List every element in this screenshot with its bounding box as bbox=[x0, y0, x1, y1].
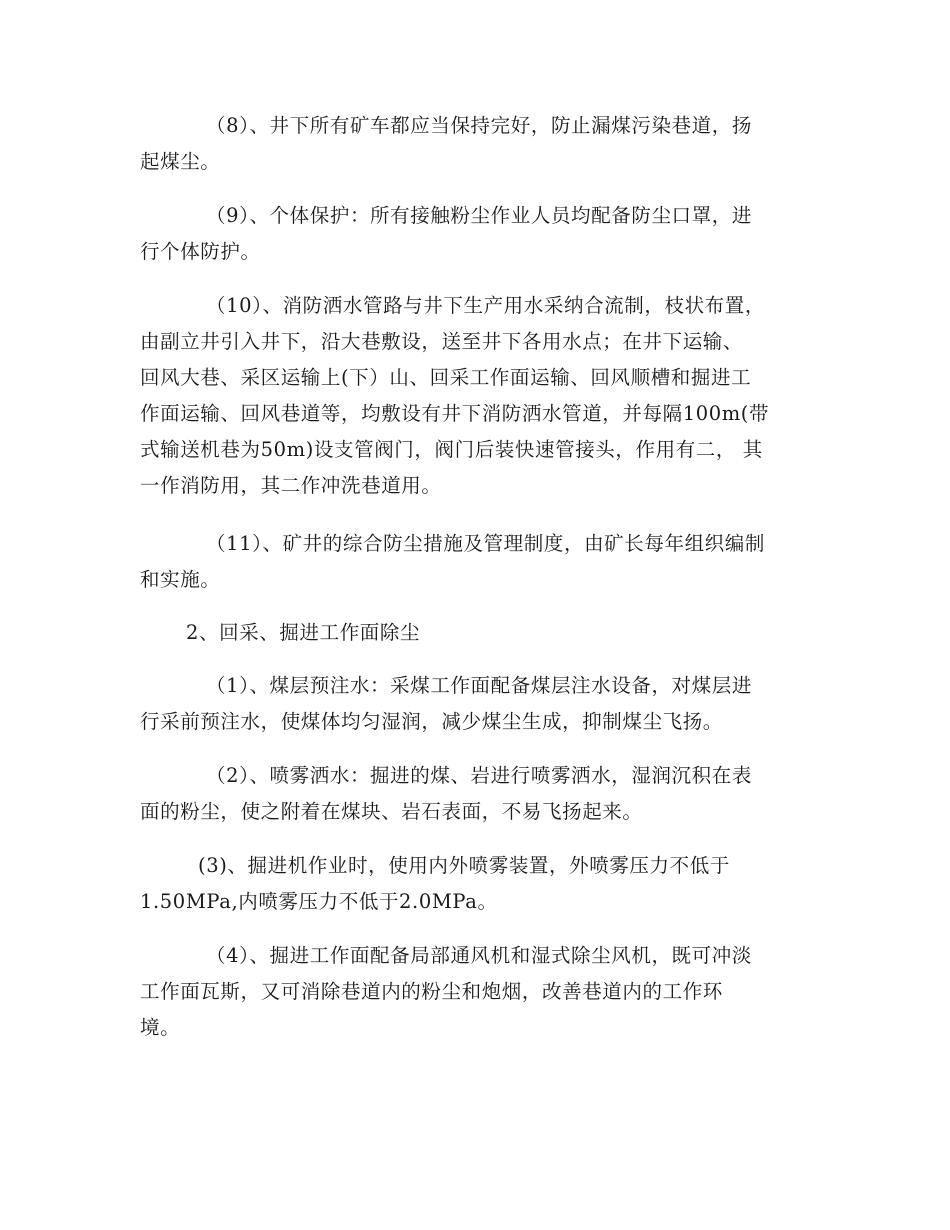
paragraph-line: （1）、煤层预注水：采煤工作面配备煤层注水设备，对煤层进 bbox=[206, 674, 752, 697]
paragraph-line: 面的粉尘，使之附着在煤块、岩石表面，不易飞扬起来。 bbox=[140, 800, 643, 823]
paragraph-line: （2）、喷雾洒水：掘进的煤、岩进行喷雾洒水，湿润沉积在表 bbox=[206, 764, 752, 787]
paragraph-line: （9）、个体保护：所有接触粉尘作业人员均配备防尘口罩，进 bbox=[206, 204, 752, 227]
paragraph-line: 回风大巷、采区运输上(下）山、回采工作面运输、回风顺槽和掘进工 bbox=[140, 366, 752, 389]
paragraph-line: 式输送机巷为50m)设支管阀门，阀门后装快速管接头，作用有二， 其 bbox=[140, 438, 763, 461]
paragraph-line: （4）、掘进工作面配备局部通风机和湿式除尘风机，既可冲淡 bbox=[206, 944, 752, 967]
paragraph-line: (3)、掘进机作业时，使用内外喷雾装置，外喷雾压力不低于 bbox=[198, 854, 730, 877]
paragraph-item-2 bbox=[140, 758, 810, 830]
paragraph-line: 作面运输、回风巷道等，均敷设有井下消防洒水管道，并每隔100m(带 bbox=[140, 402, 770, 425]
paragraph-line: 行个体防护。 bbox=[140, 240, 261, 263]
paragraph-line: （10）、消防洒水管路与井下生产用水采纳合流制，枝状布置， bbox=[206, 294, 765, 317]
paragraph-line: （8）、井下所有矿车都应当保持完好，防止漏煤污染巷道，扬 bbox=[206, 114, 752, 137]
paragraph-item-11 bbox=[140, 526, 810, 598]
paragraph-line: 工作面瓦斯，又可消除巷道内的粉尘和炮烟，改善巷道内的工作环 bbox=[140, 980, 723, 1003]
section-heading bbox=[140, 615, 810, 651]
paragraph-item-3 bbox=[140, 848, 810, 920]
paragraph-line: 和实施。 bbox=[140, 568, 221, 591]
paragraph-line: 起煤尘。 bbox=[140, 150, 221, 173]
section-heading-text: 2、回采、掘进工作面除尘 bbox=[186, 621, 421, 644]
paragraph-line: 行采前预注水，使煤体均匀湿润，减少煤尘生成，抑制煤尘飞扬。 bbox=[140, 710, 723, 733]
paragraph-line: 1.50MPa,内喷雾压力不低于2.0MPa。 bbox=[140, 890, 498, 913]
paragraph-line: 一作消防用，其二作冲洗巷道用。 bbox=[140, 474, 442, 497]
paragraph-item-9 bbox=[140, 198, 810, 270]
paragraph-item-4 bbox=[140, 938, 810, 1046]
paragraph-item-8 bbox=[140, 108, 810, 180]
paragraph-line: （11）、矿井的综合防尘措施及管理制度，由矿长每年组织编制 bbox=[206, 532, 765, 555]
paragraph-item-10 bbox=[140, 288, 810, 504]
paragraph-line: 由副立井引入井下，沿大巷敷设，送至井下各用水点；在井下运输、 bbox=[140, 330, 744, 353]
paragraph-line: 境。 bbox=[140, 1016, 181, 1039]
paragraph-item-1 bbox=[140, 668, 810, 740]
